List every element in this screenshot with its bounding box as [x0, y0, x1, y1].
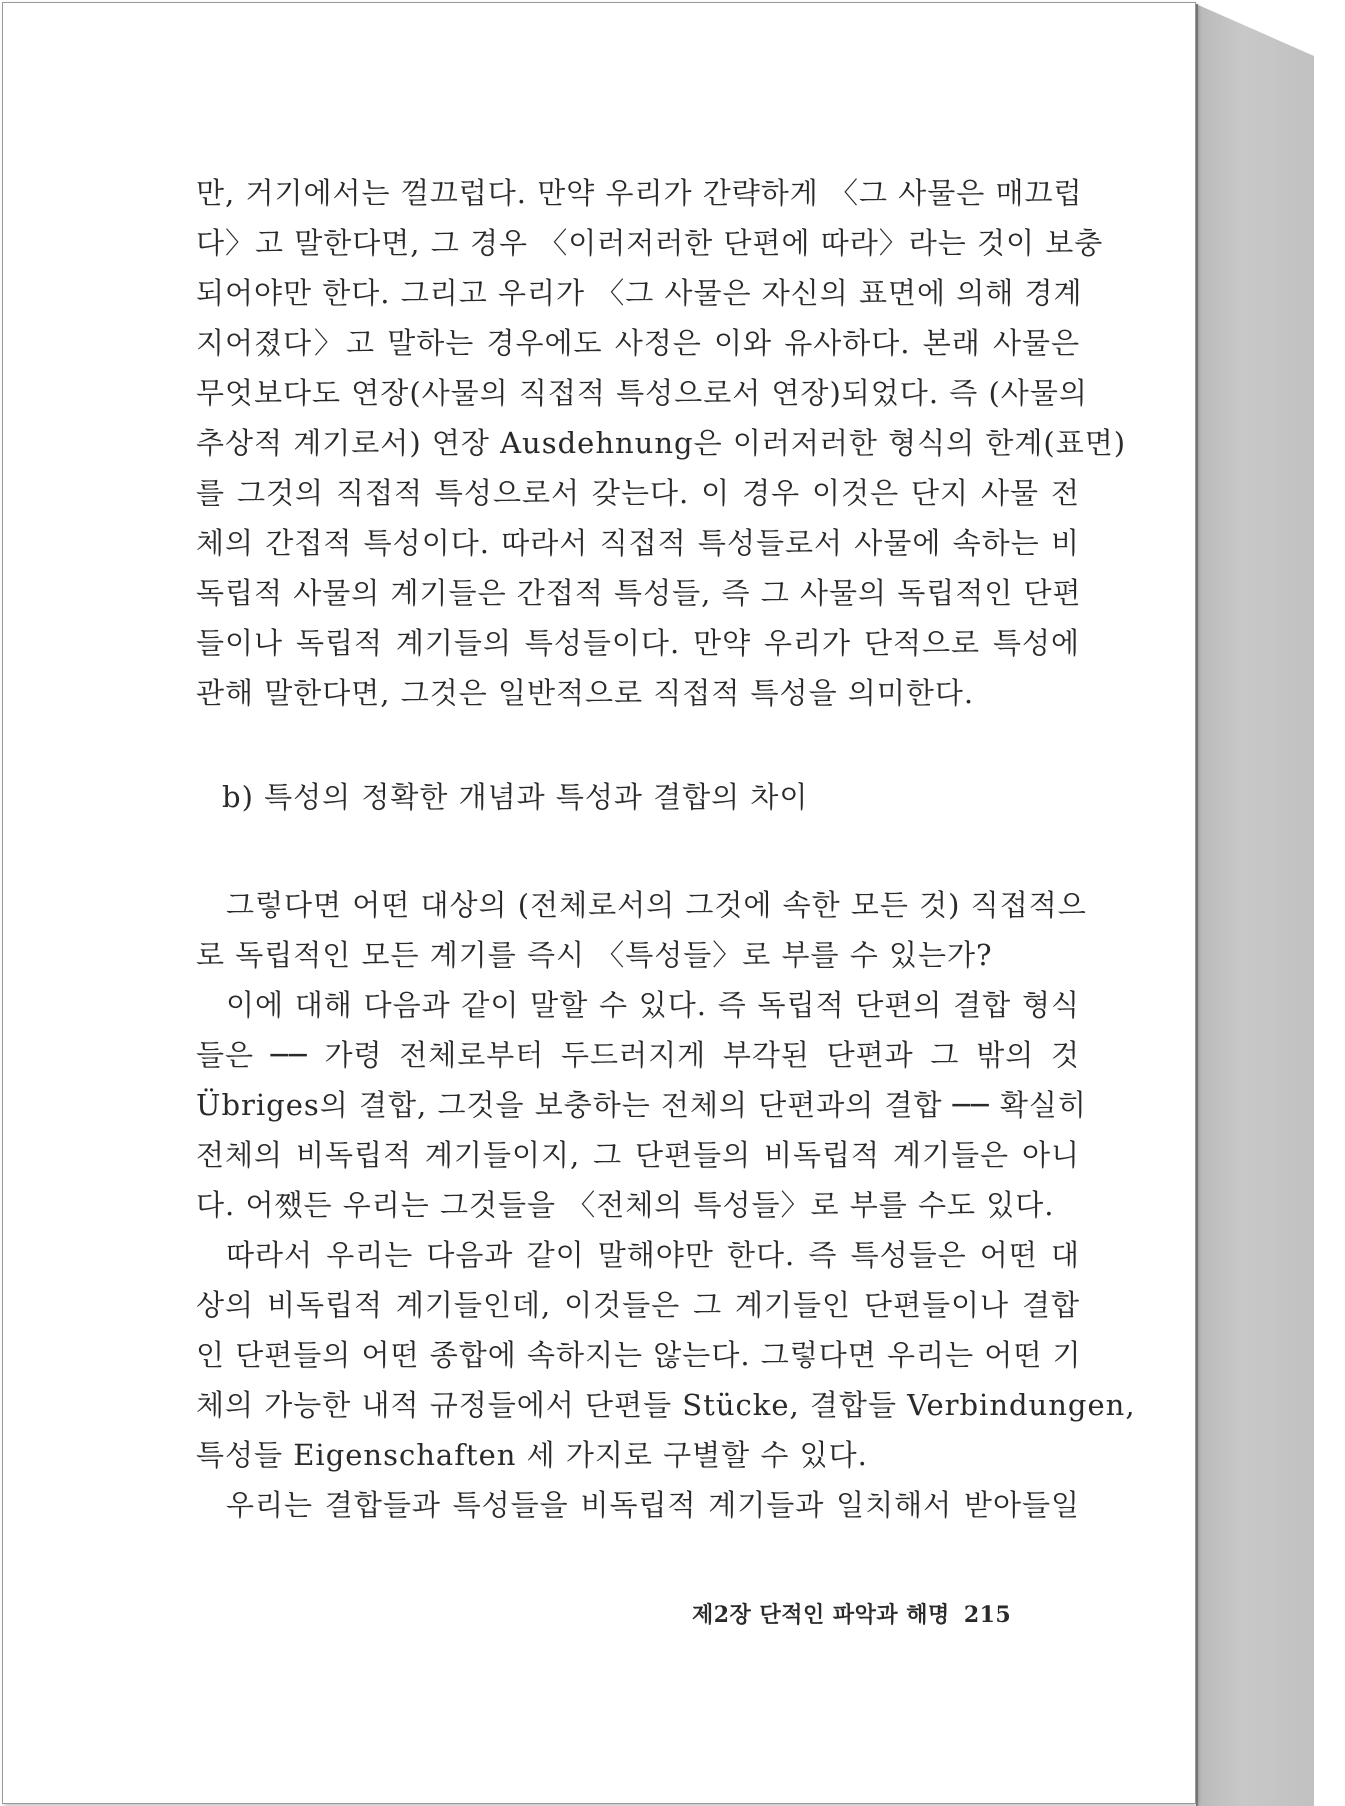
text-line: 인 단편들의 어떤 종합에 속하지는 않는다. 그렇다면 우리는 어떤 기: [196, 1338, 1082, 1372]
text-line: 따라서 우리는 다음과 같이 말해야만 한다. 즉 특성들은 어떤 대: [226, 1238, 1080, 1272]
text-line: 체의 가능한 내적 규정들에서 단편들 Stücke, 결합들 Verbindungen,: [196, 1388, 1136, 1422]
text-line: Übriges의 결합, 그것을 보충하는 전체의 단편과의 결합 ── 확실히: [196, 1088, 1087, 1122]
paragraph-5: [196, 1480, 1080, 1530]
section-heading: b) 특성의 정확한 개념과 특성과 결합의 차이: [222, 780, 809, 814]
text-line: 다. 어쨌든 우리는 그것들을 〈전체의 특성들〉로 부를 수도 있다.: [196, 1188, 1055, 1222]
paragraph-2: [196, 880, 1087, 980]
page-footer: [692, 1598, 1011, 1629]
text-line: 특성들 Eigenschaften 세 가지로 구별할 수 있다.: [196, 1438, 868, 1472]
book-edge-line: [1196, 4, 1198, 1806]
running-chapter-title: 제2장 단적인 파악과 해명: [692, 1602, 950, 1628]
paragraph-4: [196, 1230, 1136, 1480]
text-line: 되어야만 한다. 그리고 우리가 〈그 사물은 자신의 표면에 의해 경계: [196, 276, 1083, 310]
text-line: 추상적 계기로서) 연장 Ausdehnung은 이러저러한 형식의 한계(표면): [196, 426, 1127, 460]
text-line: 관해 말한다면, 그것은 일반적으로 직접적 특성을 의미한다.: [196, 676, 975, 710]
text-line: 우리는 결합들과 특성들을 비독립적 계기들과 일치해서 받아들일: [226, 1488, 1080, 1522]
text-line: 로 독립적인 모든 계기를 즉시 〈특성들〉로 부를 수 있는가?: [196, 938, 993, 972]
paragraph-1: [196, 168, 1127, 718]
text-line: 체의 간접적 특성이다. 따라서 직접적 특성들로서 사물에 속하는 비: [196, 526, 1080, 560]
text-line: 만, 거기에서는 껄끄럽다. 만약 우리가 간략하게 〈그 사물은 매끄럽: [196, 176, 1083, 210]
text-line: 들은 ── 가령 전체로부터 두드러지게 부각된 단편과 그 밖의 것: [196, 1038, 1080, 1072]
book-edge-shadow: [1196, 4, 1314, 1806]
text-line: 를 그것의 직접적 특성으로서 갖는다. 이 경우 이것은 단지 사물 전: [196, 476, 1080, 510]
text-line: 다〉고 말한다면, 그 경우 〈이러저러한 단편에 따라〉라는 것이 보충: [196, 226, 1104, 260]
paragraph-3: [196, 980, 1087, 1230]
text-line: 지어졌다〉고 말하는 경우에도 사정은 이와 유사하다. 본래 사물은: [196, 326, 1080, 360]
body-text-block: [196, 880, 1136, 1530]
text-line: 들이나 독립적 계기들의 특성들이다. 만약 우리가 단적으로 특성에: [196, 626, 1080, 660]
text-line: 이에 대해 다음과 같이 말할 수 있다. 즉 독립적 단편의 결합 형식: [226, 988, 1080, 1022]
text-line: 전체의 비독립적 계기들이지, 그 단편들의 비독립적 계기들은 아니: [196, 1138, 1080, 1172]
text-line: 독립적 사물의 계기들은 간접적 특성들, 즉 그 사물의 독립적인 단편: [196, 576, 1082, 610]
page-number: 215: [963, 1602, 1012, 1628]
text-line: 그렇다면 어떤 대상의 (전체로서의 그것에 속한 모든 것) 직접적으: [226, 888, 1087, 922]
text-line: 상의 비독립적 계기들인데, 이것들은 그 계기들인 단편들이나 결합: [196, 1288, 1080, 1322]
text-line: 무엇보다도 연장(사물의 직접적 특성으로서 연장)되었다. 즉 (사물의: [196, 376, 1088, 410]
